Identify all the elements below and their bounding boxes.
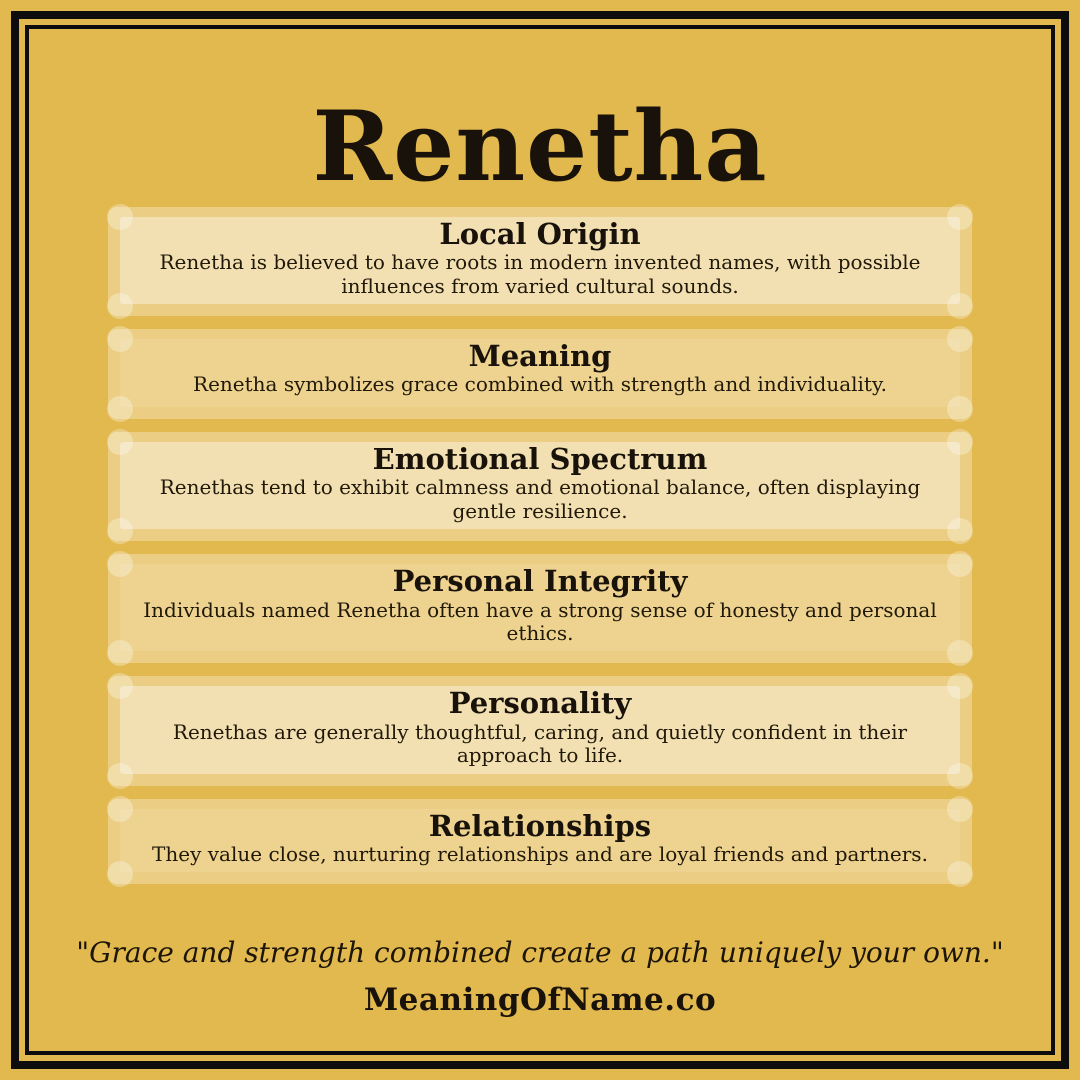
section-body: Renethas are generally thoughtful, caring, and quietly confident in their approach to life. bbox=[172, 719, 908, 768]
corner-rivet-icon bbox=[947, 861, 973, 887]
corner-rivet-icon bbox=[947, 326, 973, 352]
corner-rivet-icon bbox=[107, 204, 133, 230]
corner-rivet-icon bbox=[107, 640, 133, 666]
corner-rivet-icon bbox=[947, 518, 973, 544]
section-card-inner bbox=[120, 809, 960, 873]
section-title: Relationships bbox=[428, 808, 652, 843]
section-card-emotional-spectrum bbox=[108, 432, 972, 541]
quote-text: "Grace and strength combined create a path uniquely your own." bbox=[76, 936, 1004, 969]
corner-rivet-icon bbox=[947, 673, 973, 699]
corner-rivet-icon bbox=[107, 326, 133, 352]
section-card-inner bbox=[120, 686, 960, 773]
section-card-meaning bbox=[108, 329, 972, 419]
section-card-inner bbox=[120, 217, 960, 304]
section-title: Meaning bbox=[468, 339, 612, 374]
section-card-local-origin bbox=[108, 207, 972, 316]
corner-rivet-icon bbox=[947, 640, 973, 666]
section-body: Renetha symbolizes grace combined with strength and individuality. bbox=[193, 372, 887, 397]
section-card-personal-integrity bbox=[108, 554, 972, 663]
corner-rivet-icon bbox=[107, 293, 133, 319]
corner-rivet-icon bbox=[947, 204, 973, 230]
corner-rivet-icon bbox=[947, 429, 973, 455]
corner-rivet-icon bbox=[107, 429, 133, 455]
section-title: Local Origin bbox=[439, 217, 641, 251]
site-name: MeaningOfName.co bbox=[363, 982, 717, 1018]
sections-list bbox=[108, 207, 972, 897]
section-card-inner bbox=[120, 442, 960, 529]
corner-rivet-icon bbox=[107, 796, 133, 822]
section-title: Personal Integrity bbox=[392, 564, 688, 599]
section-body: Individuals named Renetha often have a strong sense of honesty and personal ethics. bbox=[143, 597, 937, 645]
section-title: Emotional Spectrum bbox=[372, 442, 708, 477]
section-body: They value close, nurturing relationships and are loyal friends and partners. bbox=[152, 841, 928, 866]
section-body: Renethas tend to exhibit calmness and emotional balance, often displaying gentle resilience. bbox=[159, 475, 921, 523]
name-title: Renetha bbox=[312, 90, 768, 204]
corner-rivet-icon bbox=[947, 551, 973, 577]
section-title: Personality bbox=[448, 686, 632, 721]
corner-rivet-icon bbox=[107, 518, 133, 544]
corner-rivet-icon bbox=[107, 396, 133, 422]
corner-rivet-icon bbox=[947, 293, 973, 319]
section-card-inner bbox=[120, 564, 960, 651]
section-card-inner bbox=[120, 339, 960, 407]
corner-rivet-icon bbox=[947, 396, 973, 422]
section-card-relationships bbox=[108, 799, 972, 885]
corner-rivet-icon bbox=[947, 763, 973, 789]
section-body: Renetha is believed to have roots in modern invented names, with possible influences from varied cultural sounds. bbox=[159, 250, 921, 298]
corner-rivet-icon bbox=[107, 763, 133, 789]
corner-rivet-icon bbox=[947, 796, 973, 822]
corner-rivet-icon bbox=[107, 861, 133, 887]
section-card-personality bbox=[108, 676, 972, 785]
